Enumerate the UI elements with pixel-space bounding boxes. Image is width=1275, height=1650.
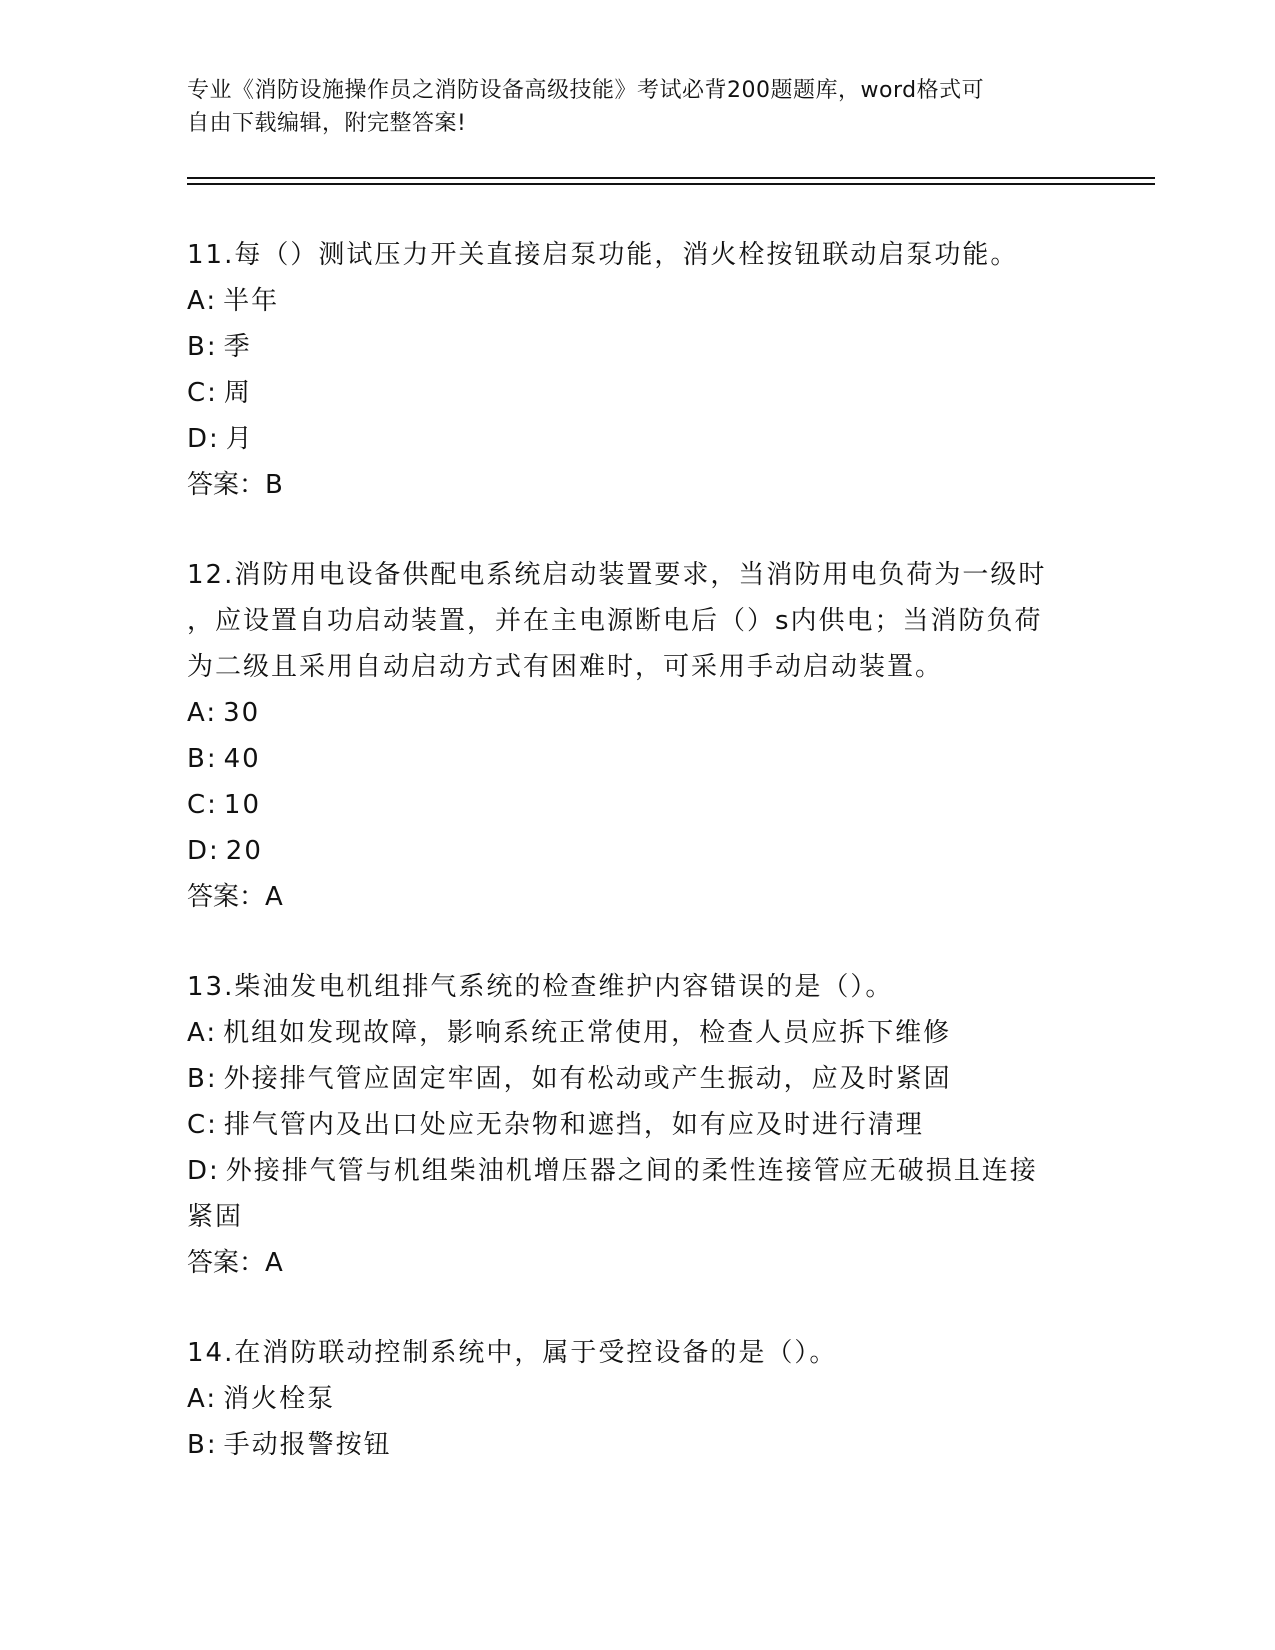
option-label: C: xyxy=(187,790,218,820)
option-d xyxy=(187,1148,1087,1194)
option-text: 外接排气管与机组柴油机增压器之间的柔性连接管应无破损且连接 xyxy=(225,1156,1038,1186)
option-text: 40 xyxy=(223,744,261,774)
option-label: D: xyxy=(187,836,220,866)
question-stem-line-2: ，应设置自功启动装置，并在主电源断电后（）s内供电；当消防负荷 xyxy=(187,606,1043,636)
option-d xyxy=(187,416,1087,462)
option-a xyxy=(187,690,1087,736)
option-text: 外接排气管应固定牢固，如有松动或产生振动，应及时紧固 xyxy=(223,1064,952,1094)
option-label: B: xyxy=(187,1064,218,1094)
question-stem-line-1: 12.消防用电设备供配电系统启动装置要求，当消防用电负荷为一级时 xyxy=(187,560,1047,590)
option-label: C: xyxy=(187,1110,218,1140)
question-stem: 14.在消防联动控制系统中，属于受控设备的是（）。 xyxy=(187,1338,838,1368)
option-label: A: xyxy=(187,1384,218,1414)
option-b xyxy=(187,324,1087,370)
option-label: B: xyxy=(187,332,218,362)
header-divider-top xyxy=(187,177,1155,179)
document-header xyxy=(187,74,1087,140)
answer: 答案：A xyxy=(187,1248,283,1278)
option-a xyxy=(187,1010,1087,1056)
option-label: D: xyxy=(187,1156,220,1186)
option-a xyxy=(187,1376,1087,1422)
option-label: A: xyxy=(187,286,218,316)
option-text: 月 xyxy=(225,424,254,454)
option-text: 季 xyxy=(223,332,252,362)
option-label: A: xyxy=(187,1018,218,1048)
header-line-1: 专业《消防设施操作员之消防设备高级技能》考试必背200题题库，word格式可 xyxy=(187,78,985,103)
header-line-2: 自由下载编辑，附完整答案! xyxy=(187,111,467,136)
question-list xyxy=(187,232,1087,1512)
option-b xyxy=(187,736,1087,782)
option-label: C: xyxy=(187,378,218,408)
option-b xyxy=(187,1056,1087,1102)
question-14 xyxy=(187,1330,1087,1468)
option-text: 手动报警按钮 xyxy=(223,1430,392,1460)
header-divider-bottom xyxy=(187,183,1155,185)
option-c xyxy=(187,1102,1087,1148)
answer: 答案：B xyxy=(187,470,283,500)
option-text: 机组如发现故障，影响系统正常使用，检查人员应拆下维修 xyxy=(223,1018,952,1048)
option-label: B: xyxy=(187,744,218,774)
question-stem: 13.柴油发电机组排气系统的检查维护内容错误的是（）。 xyxy=(187,972,894,1002)
option-c xyxy=(187,370,1087,416)
question-11 xyxy=(187,232,1087,508)
option-b xyxy=(187,1422,1087,1468)
option-text: 消火栓泵 xyxy=(223,1384,336,1414)
option-text: 20 xyxy=(225,836,263,866)
option-text: 30 xyxy=(223,698,261,728)
option-text: 排气管内及出口处应无杂物和遮挡，如有应及时进行清理 xyxy=(223,1110,924,1140)
option-d xyxy=(187,828,1087,874)
option-a xyxy=(187,278,1087,324)
answer: 答案：A xyxy=(187,882,283,912)
option-d-continuation: 紧固 xyxy=(187,1202,244,1232)
question-stem-line-3: 为二级且采用自动启动方式有困难时，可采用手动启动装置。 xyxy=(187,652,944,682)
option-label: B: xyxy=(187,1430,218,1460)
option-label: D: xyxy=(187,424,220,454)
question-13 xyxy=(187,964,1087,1286)
option-text: 半年 xyxy=(223,286,280,316)
option-text: 周 xyxy=(223,378,252,408)
option-c xyxy=(187,782,1087,828)
question-12 xyxy=(187,552,1087,920)
option-text: 10 xyxy=(223,790,262,820)
option-label: A: xyxy=(187,698,218,728)
question-stem: 11.每（）测试压力开关直接启泵功能，消火栓按钮联动启泵功能。 xyxy=(187,240,1019,270)
